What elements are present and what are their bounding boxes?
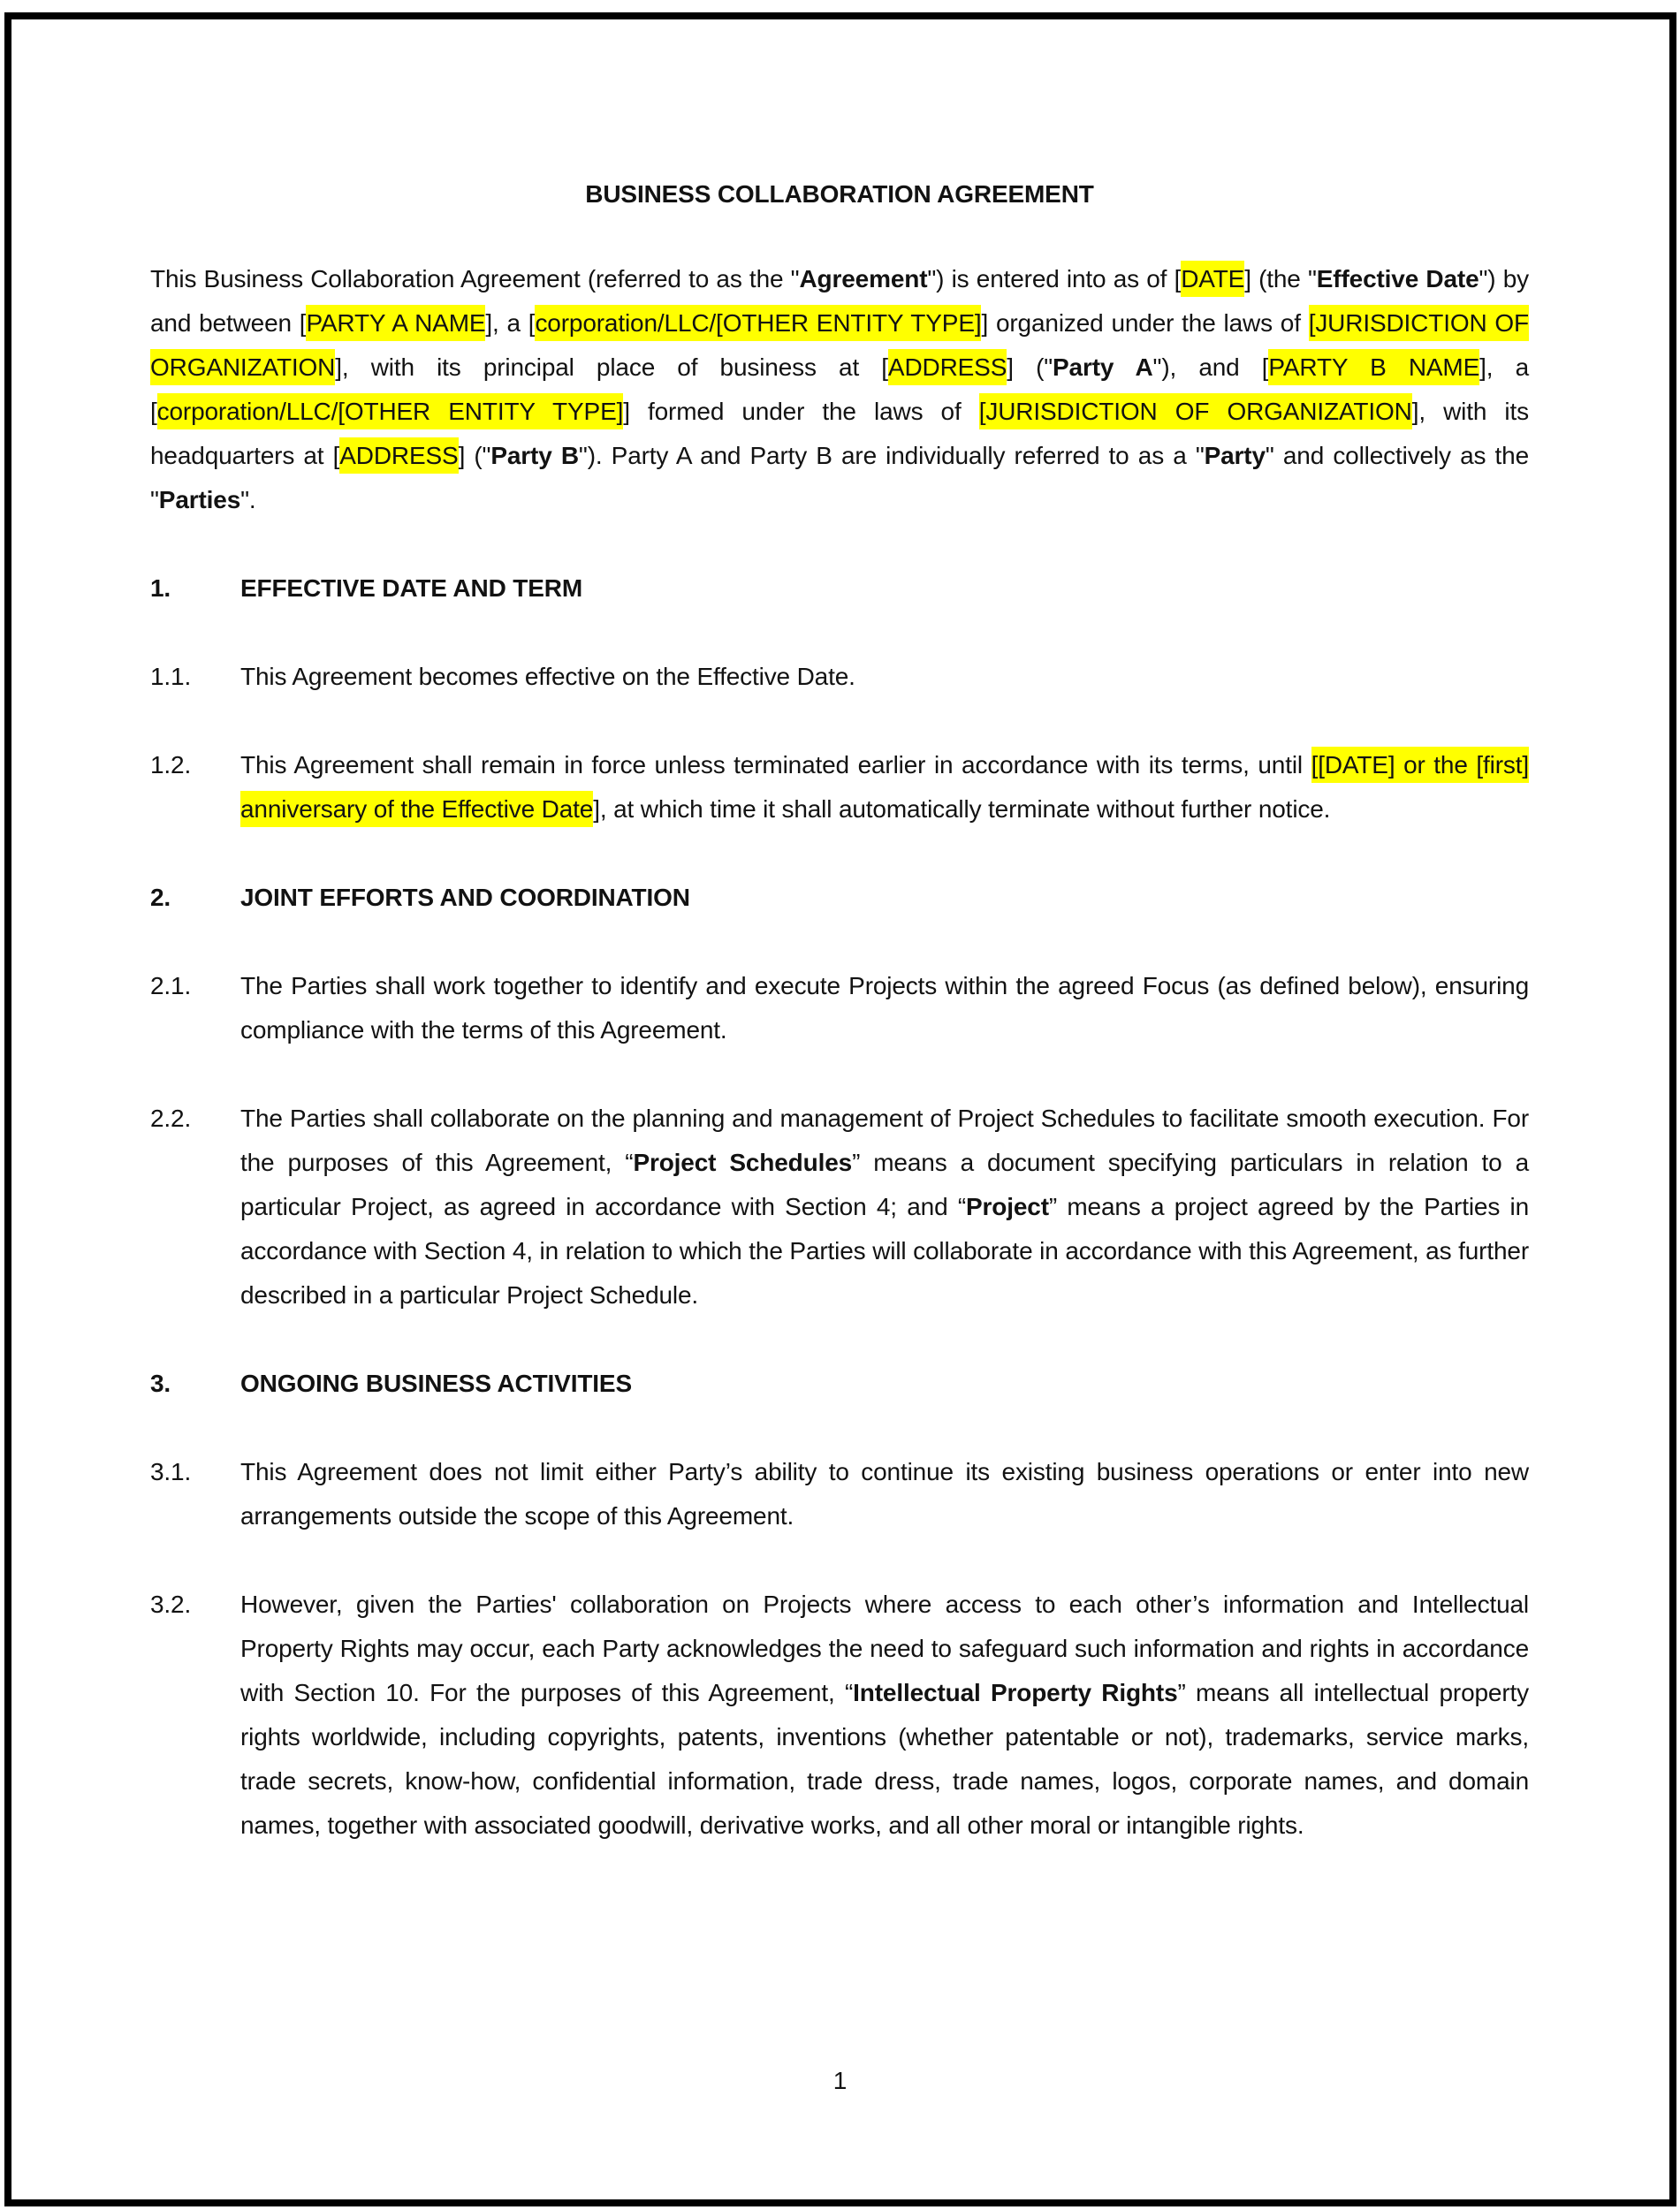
document-page [150,0,1529,1892]
body-text: This Agreement becomes effective on the Effective Date. [240,663,855,690]
highlighted-placeholder: PARTY B NAME [1268,349,1479,385]
document-body [150,257,1529,1848]
body-text: ], a [ [150,353,1530,425]
body-text: ] (the " [1244,265,1317,292]
highlighted-placeholder: [[DATE] or the [first] anniversary of the Effective Date [240,747,1529,827]
highlighted-placeholder: [JURISDICTION OF ORGANIZATION [150,305,1529,385]
clause-paragraph [150,1097,1529,1318]
body-text: ” means all intellectual property rights worldwide, including copyrights, patents, inventions (whether patentable or not), trademarks, service marks, trade secrets, know-how, confidential information, trade dress, trade names, logos, corporate names, and domain names, together with associated goodwill, derivative works, and all other moral or intangible rights. [240,1679,1529,1839]
document-title: BUSINESS COLLABORATION AGREEMENT [585,180,1094,208]
clause-paragraph [150,743,1529,832]
clause-number: 1. [150,574,171,602]
clause-paragraph [150,964,1529,1052]
body-text: ") is entered into as of [ [927,265,1182,292]
clause-number: 2.1. [150,972,192,999]
body-text: ], with its headquarters at [ [150,398,1529,469]
body-text: ], a [ [485,309,536,337]
defined-term: Parties [158,486,241,513]
defined-term: Intellectual Property Rights [853,1679,1178,1706]
body-text: ], with its principal place of business at [ [335,353,888,381]
highlighted-placeholder: corporation/LLC/[OTHER ENTITY TYPE] [157,393,624,429]
clause-paragraph [150,1583,1529,1848]
body-text: This Agreement shall remain in force unless terminated earlier in accordance with its terms, until [240,751,1311,778]
defined-term: Project Schedules [633,1149,853,1176]
section-heading [150,566,1529,611]
body-text: This Agreement does not limit either Party’s ability to continue its existing business operations or enter into new arrangements outside the scope of this Agreement. [240,1458,1529,1530]
defined-term: Party B [490,442,579,469]
intro-paragraph [150,257,1529,522]
highlighted-placeholder: PARTY A NAME [306,305,485,341]
clause-paragraph [150,655,1529,699]
highlighted-placeholder: corporation/LLC/[OTHER ENTITY TYPE] [535,305,981,341]
clause-number: 3.1. [150,1458,192,1485]
clause-number: 1.2. [150,751,192,778]
section-heading-text: EFFECTIVE DATE AND TERM [240,574,582,602]
defined-term: Party [1204,442,1266,469]
body-text: "), and [ [1152,353,1269,381]
body-text: ], at which time it shall automatically terminate without further notice. [593,795,1331,823]
body-text: The Parties shall work together to identify and execute Projects within the agreed Focus (as defined below), ensuring compliance with the terms of this Agreement. [240,972,1529,1044]
body-text: " and collectively as the " [150,442,1529,513]
body-text: "). Party A and Party B are individually referred to as a " [578,442,1205,469]
section-heading-text: ONGOING BUSINESS ACTIVITIES [240,1370,632,1397]
clause-number: 2.2. [150,1105,192,1132]
defined-term: Agreement [799,265,928,292]
body-text: ] formed under the laws of [623,398,979,425]
body-text: ". [240,486,256,513]
defined-term: Party A [1053,353,1153,381]
body-text: ” means a project agreed by the Parties in accordance with Section 4, in relation to which the Parties will collaborate in accordance with this Agreement, as further described in a particular Project Schedule. [240,1193,1529,1309]
clause-number: 3.2. [150,1591,192,1618]
body-text: ” means a document specifying particulars in relation to a particular Project, as agreed in accordance with Section 4; and “ [240,1149,1529,1220]
defined-term: Effective Date [1316,265,1479,292]
body-text: ] organized under the laws of [981,309,1309,337]
highlighted-placeholder: [JURISDICTION OF ORGANIZATION [979,393,1412,429]
page-number: 1 [832,2067,848,2094]
section-heading [150,876,1529,920]
highlighted-placeholder: DATE [1181,261,1244,297]
highlighted-placeholder: ADDRESS [339,437,458,474]
clause-number: 3. [150,1370,171,1397]
body-text: ] (" [458,442,491,469]
clause-paragraph [150,1450,1529,1538]
defined-term: Project [966,1193,1049,1220]
body-text: This Business Collaboration Agreement (referred to as the " [150,265,800,292]
body-text: ] (" [1007,353,1053,381]
body-text: However, given the Parties' collaboration on Projects where access to each other’s information and Intellectual Property Rights may occur, each Party acknowledges the need to safeguard such information and rights in accordance with Section 10. For the purposes of this Agreement, “ [240,1591,1529,1706]
body-text: The Parties shall collaborate on the planning and management of Project Schedules to facilitate smooth execution. For the purposes of this Agreement, “ [240,1105,1529,1176]
section-heading-text: JOINT EFFORTS AND COORDINATION [240,884,690,911]
highlighted-placeholder: ADDRESS [888,349,1007,385]
body-text: ") by and between [ [150,265,1529,337]
section-heading [150,1362,1529,1406]
clause-number: 1.1. [150,663,192,690]
clause-number: 2. [150,884,171,911]
